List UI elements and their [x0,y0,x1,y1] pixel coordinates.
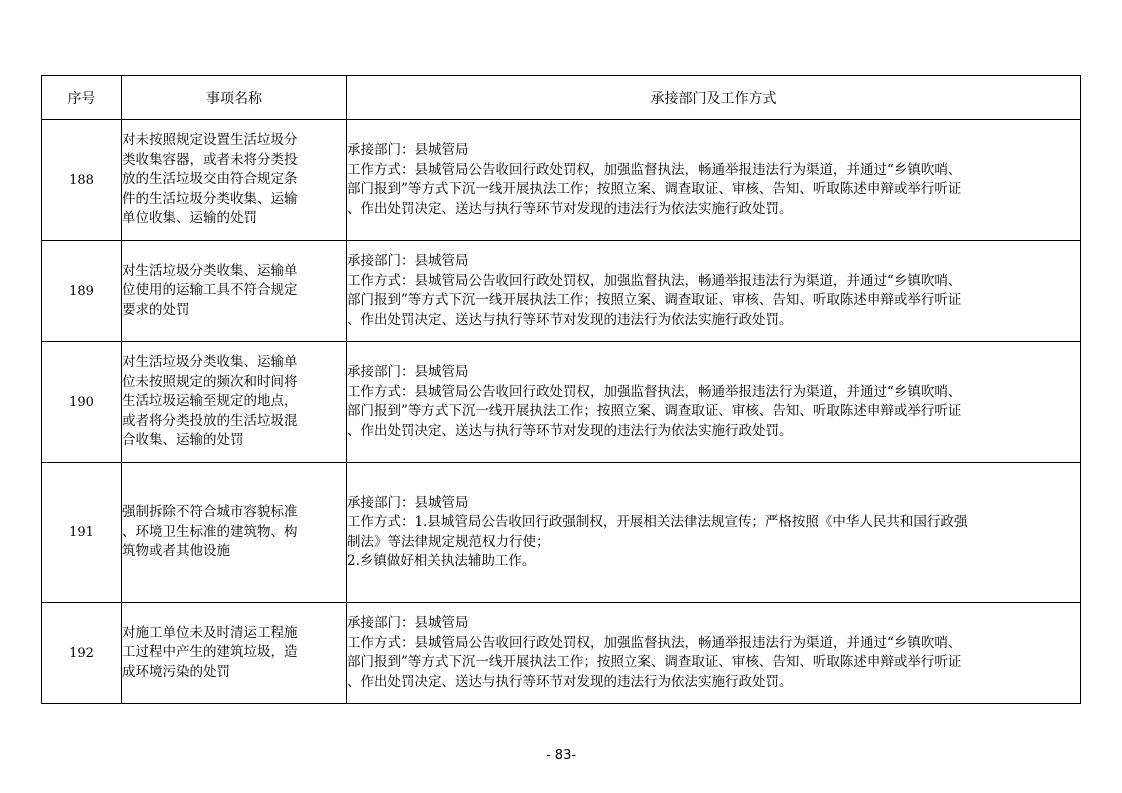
row-item-name [122,342,347,463]
table-row [42,241,1081,342]
desc-line: 部门报到”等方式下沉一线开展执法工作；按照立案、调查取证、审核、告知、听取陈述申辩或举行听证 [347,181,962,197]
item-name-line: 生活垃圾运输至规定的地点， [122,393,298,410]
item-name-line: 要求的处罚 [122,301,190,318]
item-name-line: 工过程中产生的建筑垃圾，造 [122,644,298,661]
table-row [42,120,1081,241]
desc-line: 工作方式：县城管局公告收回行政处罚权，加强监督执法，畅通举报违法行为渠道，并通过“乡镇吹哨、 [347,272,962,289]
desc-line: 、作出处罚决定、送达与执行等环节对发现的违法行为依法实施行政处罚。 [347,311,793,328]
item-name-line: 、环境卫生标准的建筑物、构 [122,523,298,540]
row-serial-number: 189 [42,241,122,342]
item-name-line: 或者将分类投放的生活垃圾混 [122,412,298,429]
desc-line: 承接部门：县城管局 [347,142,469,158]
row-item-name [122,463,347,603]
item-name-line: 件的生活垃圾分类收集、运输 [122,190,298,207]
row-department-method [347,241,1081,342]
table-row [42,463,1081,603]
desc-line: 2.乡镇做好相关执法辅助工作。 [347,553,536,569]
header-item-name: 事项名称 [122,76,347,120]
row-department-method [347,603,1081,704]
row-serial-number: 192 [42,603,122,704]
item-name-line: 对施工单位未及时清运工程施 [122,624,298,641]
item-name-line: 类收集容器，或者未将分类投 [122,151,298,168]
row-department-method [347,342,1081,463]
row-department-method [347,120,1081,241]
row-item-name [122,120,347,241]
desc-line: 工作方式：县城管局公告收回行政处罚权，加强监督执法，畅通举报违法行为渠道，并通过“乡镇吹哨、 [347,634,962,651]
desc-line: 、作出处罚决定、送达与执行等环节对发现的违法行为依法实施行政处罚。 [347,673,793,690]
desc-line: 承接部门：县城管局 [347,615,469,631]
item-name-line: 对生活垃圾分类收集、运输单 [122,354,298,371]
table-header-row [42,76,1081,120]
table-row [42,603,1081,704]
row-department-method [347,463,1081,603]
item-name-line: 对未按照规定设置生活垃圾分 [122,132,298,149]
desc-line: 、作出处罚决定、送达与执行等环节对发现的违法行为依法实施行政处罚。 [347,200,793,217]
item-name-line: 强制拆除不符合城市容貌标准 [122,504,298,521]
row-serial-number: 191 [42,463,122,603]
item-name-line: 合收集、运输的处罚 [122,432,244,449]
desc-line: 工作方式：县城管局公告收回行政处罚权，加强监督执法，畅通举报违法行为渠道，并通过“乡镇吹哨、 [347,161,962,178]
row-serial-number: 188 [42,120,122,241]
page-number: - 83- [545,748,577,763]
desc-line: 部门报到”等方式下沉一线开展执法工作；按照立案、调查取证、审核、告知、听取陈述申辩或举行听证 [347,654,962,670]
desc-line: 承接部门：县城管局 [347,364,469,380]
item-name-line: 位未按照规定的频次和时间将 [122,373,298,390]
desc-line: 工作方式：1.县城管局公告收回行政强制权，开展相关法律法规宣传；严格按照《中华人民共和国行政强 [347,514,968,530]
row-item-name [122,241,347,342]
item-name-line: 单位收集、运输的处罚 [122,210,257,227]
item-name-line: 位使用的运输工具不符合规定 [122,282,298,299]
desc-line: 制法》等法律规定规范权力行使； [347,533,550,550]
desc-line: 部门报到”等方式下沉一线开展执法工作；按照立案、调查取证、审核、告知、听取陈述申辩或举行听证 [347,292,962,308]
item-name-line: 对生活垃圾分类收集、运输单 [122,262,298,279]
desc-line: 部门报到”等方式下沉一线开展执法工作；按照立案、调查取证、审核、告知、听取陈述申辩或举行听证 [347,403,962,419]
items-table [41,75,1081,704]
table-row [42,342,1081,463]
header-serial-number: 序号 [42,76,122,120]
item-name-line: 筑物或者其他设施 [122,543,230,560]
header-department-method: 承接部门及工作方式 [347,76,1081,120]
item-name-line: 放的生活垃圾交由符合规定条 [122,171,298,188]
row-item-name [122,603,347,704]
desc-line: 承接部门：县城管局 [347,494,469,511]
desc-line: 、作出处罚决定、送达与执行等环节对发现的违法行为依法实施行政处罚。 [347,422,793,439]
desc-line: 工作方式：县城管局公告收回行政处罚权，加强监督执法，畅通举报违法行为渠道，并通过“乡镇吹哨、 [347,383,962,400]
desc-line: 承接部门：县城管局 [347,253,469,269]
row-serial-number: 190 [42,342,122,463]
item-name-line: 成环境污染的处罚 [122,663,230,680]
